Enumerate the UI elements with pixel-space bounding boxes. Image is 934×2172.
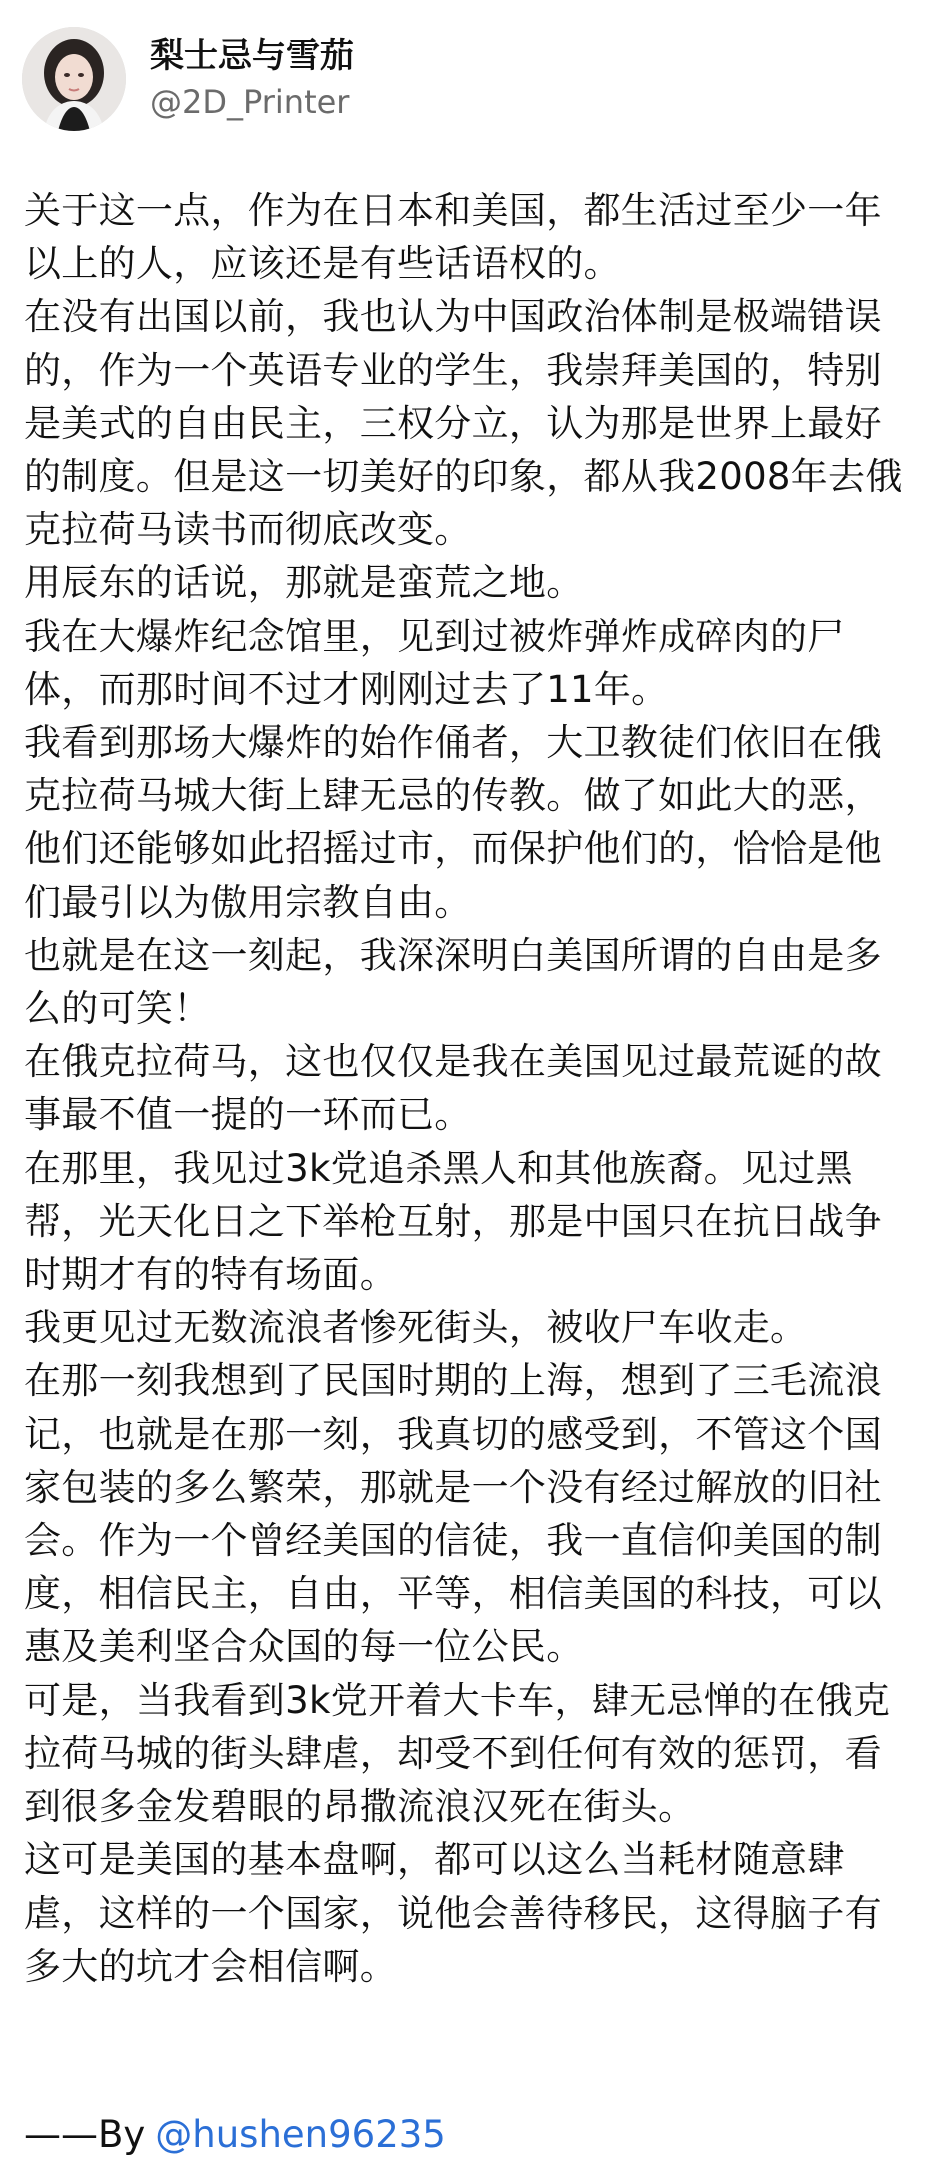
watermark-overlay <box>500 2104 760 2168</box>
post-paragraph: 用辰东的话说，那就是蛮荒之地。 <box>24 561 584 605</box>
post-header <box>22 24 354 134</box>
post-body <box>24 184 914 1993</box>
author-display-name[interactable]: 梨士忌与雪茄 <box>150 36 354 76</box>
post-paragraph: 也就是在这一刻起，我深深明白美国所谓的自由是多么的可笑！ <box>24 933 882 1031</box>
author-info <box>150 34 354 124</box>
post-paragraph: 在那里，我见过3k党追杀黑人和其他族裔。见过黑帮，光天化日之下举枪互射，那是中国只在抗日战争时期才有的特有场面。 <box>24 1146 882 1297</box>
post-paragraph: 关于这一点，作为在日本和美国，都生活过至少一年以上的人，应该还是有些话语权的。 <box>24 189 882 286</box>
post-signature <box>24 2108 446 2162</box>
author-handle[interactable]: @2D_Printer <box>150 83 350 121</box>
post-paragraph: 我更见过无数流浪者惨死街头，被收尸车收走。 <box>24 1306 808 1350</box>
user-avatar-photo-icon <box>22 27 126 131</box>
avatar[interactable] <box>22 27 126 131</box>
post-paragraph: 在那一刻我想到了民国时期的上海，想到了三毛流浪记，也就是在那一刻，我真切的感受到，不管这个国家包装的多么繁荣，那就是一个没有经过解放的旧社会。作为一个曾经美国的信徒，我一直信仰美国的制度，相信民主，自由，平等，相信美国的科技，可以惠及美利坚合众国的每一位公民。 <box>24 1359 882 1669</box>
post-paragraph: 这可是美国的基本盘啊，都可以这么当耗材随意肆虐，这样的一个国家，说他会善待移民，这得脑子有多大的坑才会相信啊。 <box>24 1838 882 1988</box>
post-paragraph: 可是，当我看到3k党开着大卡车，肆无忌惮的在俄克拉荷马城的街头肆虐，却受不到任何有效的惩罚，看到很多金发碧眼的昂撒流浪汉死在街头。 <box>24 1678 891 1829</box>
post-paragraph: 我在大爆炸纪念馆里，见到过被炸弹炸成碎肉的尸体，而那时间不过才刚刚过去了11年。 <box>24 614 845 711</box>
post-paragraph: 我看到那场大爆炸的始作俑者，大卫教徒们依旧在俄克拉荷马城大街上肆无忌的传教。做了如此大的恶，他们还能够如此招摇过市，而保护他们的，恰恰是他们最引以为傲用宗教自由。 <box>24 721 882 924</box>
post-paragraph: 在俄克拉荷马，这也仅仅是我在美国见过最荒诞的故事最不值一提的一环而已。 <box>24 1040 882 1137</box>
post-paragraph: 在没有出国以前，我也认为中国政治体制是极端错误的，作为一个英语专业的学生，我崇拜美国的，特别是美式的自由民主，三权分立，认为那是世界上最好的制度。但是这一切美好的印象，都从我2008年去俄克拉荷马读书而彻底改变。 <box>24 295 903 552</box>
signature-prefix: ——By <box>24 2113 146 2156</box>
signature-mention-link[interactable]: @hushen96235 <box>155 2113 446 2156</box>
